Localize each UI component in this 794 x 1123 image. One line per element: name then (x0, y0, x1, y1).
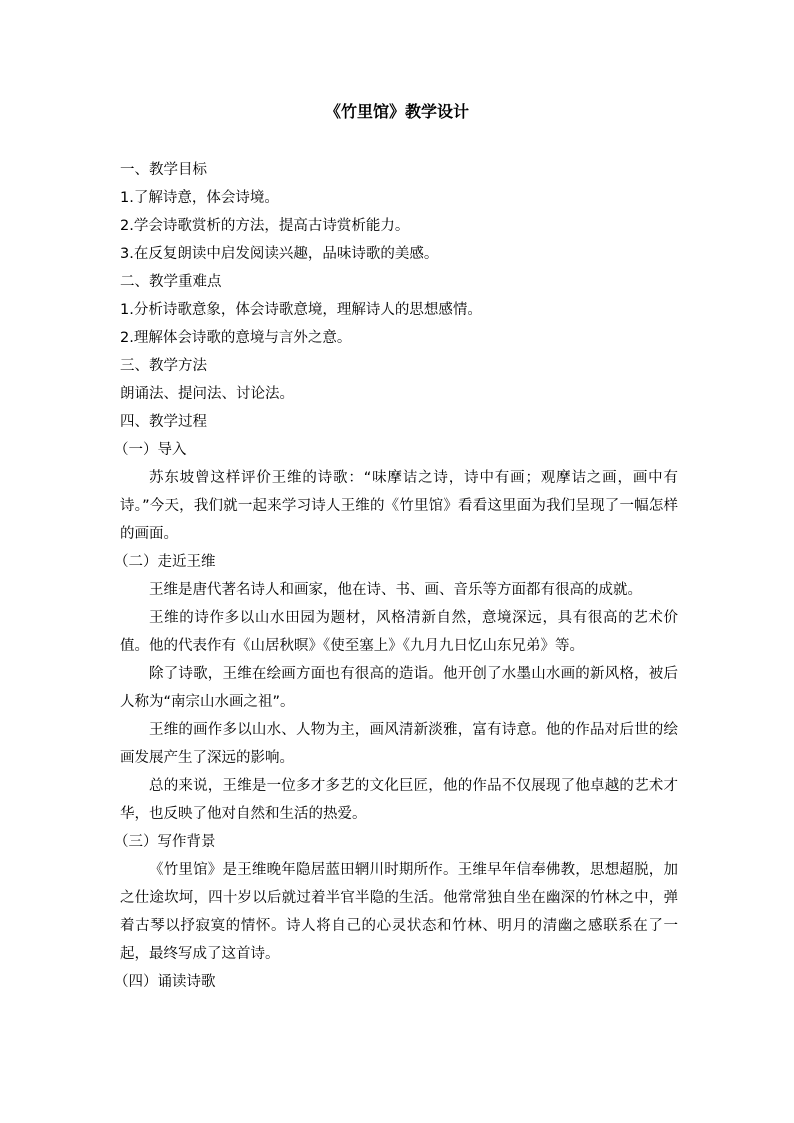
author-paragraph: 王维的画作多以山水、人物为主，画风清新淡雅，富有诗意。他的作品对后世的绘画发展产生了深远的影响。 (120, 722, 678, 766)
background-paragraph: 《竹里馆》是王维晚年隐居蓝田辋川时期所作。王维早年信奉佛教，思想超脱，加之仕途坎坷，四十岁以后就过着半官半隐的生活。他常常独自坐在幽深的竹林之中，弹着古琴以抒寂寞的情怀。诗人将自己的心灵状态和竹林、明月的清幽之感联系在了一起，最终写成了这首诗。 (120, 862, 678, 962)
section-heading-key-points: 二、教学重难点 (120, 274, 222, 290)
section-heading-objectives: 一、教学目标 (120, 162, 207, 178)
document-body (114, 156, 678, 996)
author-paragraph: 王维的诗作多以山水田园为题材，风格清新自然，意境深远，具有很高的艺术价值。他的代表作有《山居秋暝》《使至塞上》《九月九日忆山东兄弟》等。 (120, 610, 678, 654)
methods-text: 朗诵法、提问法、讨论法。 (120, 386, 294, 402)
intro-paragraph: 苏东坡曾这样评价王维的诗歌：“味摩诘之诗，诗中有画；观摩诘之画，画中有诗。”今天，我们就一起来学习诗人王维的《竹里馆》看看这里面为我们呈现了一幅怎样的画面。 (120, 470, 678, 542)
author-paragraph: 王维是唐代著名诗人和画家，他在诗、书、画、音乐等方面都有很高的成就。 (149, 582, 642, 598)
author-paragraph: 除了诗歌，王维在绘画方面也有很高的造诣。他开创了水墨山水画的新风格，被后人称为“南宗山水画之祖”。 (120, 666, 678, 710)
objective-item: 1.了解诗意，体会诗境。 (120, 190, 279, 206)
objective-item: 2.学会诗歌赏析的方法，提高古诗赏析能力。 (120, 218, 410, 234)
subsection-heading-reading: （四）诵读诗歌 (114, 974, 216, 990)
subsection-heading-intro: （一）导入 (114, 442, 187, 458)
author-paragraph: 总的来说，王维是一位多才多艺的文化巨匠，他的作品不仅展现了他卓越的艺术才华，也反映了他对自然和生活的热爱。 (120, 778, 678, 822)
section-heading-process: 四、教学过程 (120, 414, 207, 430)
objective-item: 3.在反复朗读中启发阅读兴趣，品味诗歌的美感。 (120, 246, 439, 262)
subsection-heading-background: （三）写作背景 (114, 834, 216, 850)
key-point-item: 1.分析诗歌意象，体会诗歌意境，理解诗人的思想感情。 (120, 302, 482, 318)
key-point-item: 2.理解体会诗歌的意境与言外之意。 (120, 330, 352, 346)
section-heading-methods: 三、教学方法 (120, 358, 207, 374)
document-title: 《竹里馆》教学设计 (324, 102, 469, 121)
subsection-heading-author: （二）走近王维 (114, 554, 216, 570)
